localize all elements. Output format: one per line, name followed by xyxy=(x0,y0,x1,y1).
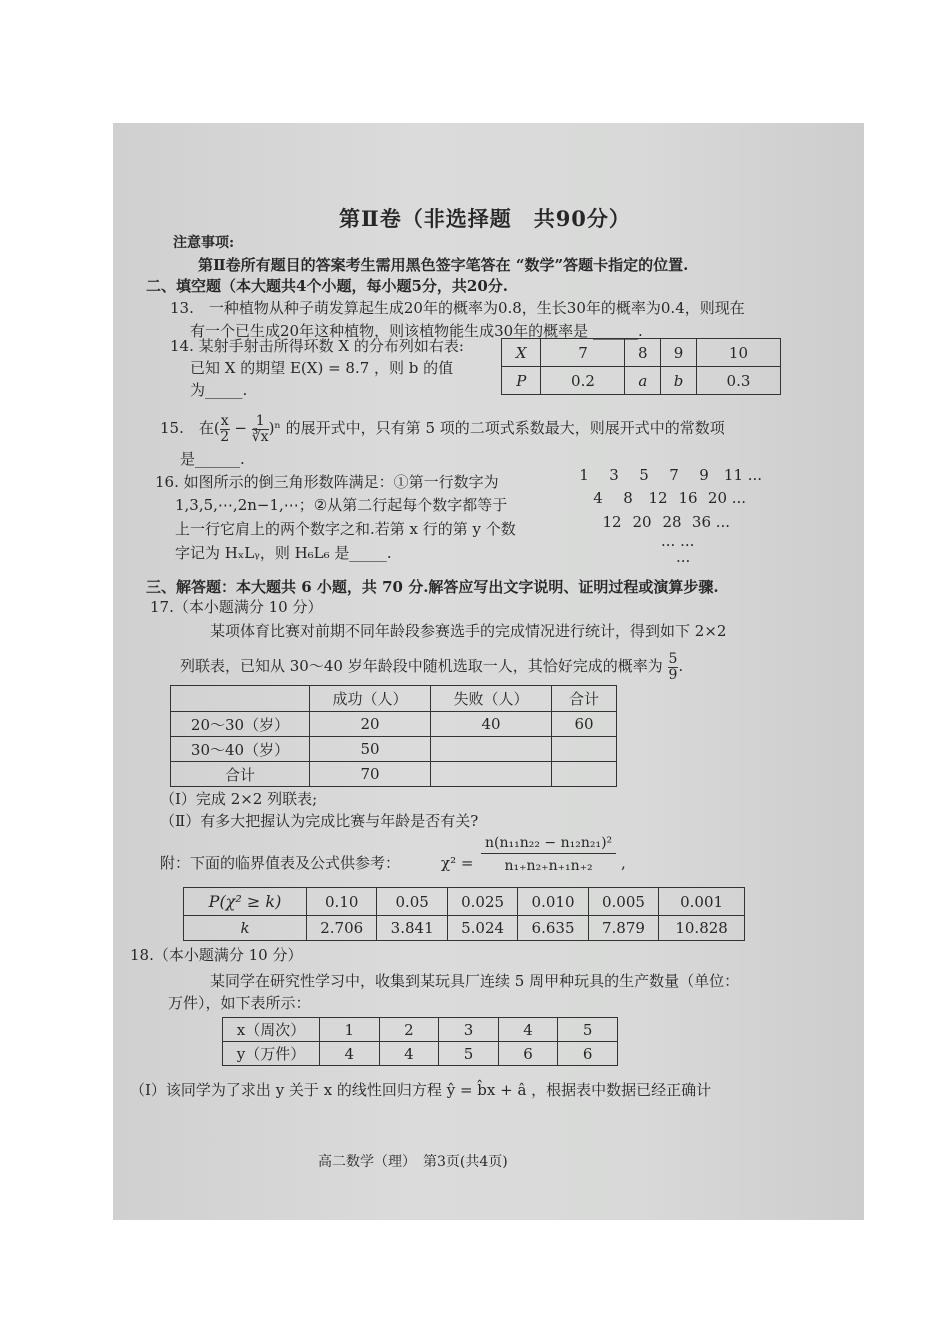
q18-production-table xyxy=(222,1017,618,1066)
crit-cell: 7.879 xyxy=(588,916,658,941)
q16-line3: 上一行它肩上的两个数字之和.若第 x 行的第 y 个数 xyxy=(175,520,516,538)
table18-cell: x（周次） xyxy=(223,1018,320,1042)
table17-cell: 合计 xyxy=(552,686,617,712)
q14-cell: 7 xyxy=(541,339,625,367)
chi-square-comma: , xyxy=(621,854,626,872)
exam-page xyxy=(113,123,864,1220)
q15-frac-x2 xyxy=(220,414,230,445)
q17-part-i: （Ⅰ）完成 2×2 列联表; xyxy=(160,790,318,808)
triangle-row-4: ... ... xyxy=(661,532,695,550)
table17-cell: 70 xyxy=(310,762,431,787)
triangle-number: 8 xyxy=(623,489,633,507)
table17-cell: 50 xyxy=(310,737,431,762)
chi-square-formula xyxy=(481,835,616,874)
table17-cell: 60 xyxy=(552,712,617,737)
table18-cell: 6 xyxy=(498,1042,558,1066)
table17-cell xyxy=(171,686,310,712)
q15-prefix: 15. 在( xyxy=(160,419,220,437)
triangle-row-1 xyxy=(569,465,767,485)
table18-cell: 4 xyxy=(320,1042,380,1066)
table18-cell: 3 xyxy=(439,1018,499,1042)
q17-contingency-table xyxy=(170,685,617,787)
table18-cell: 6 xyxy=(558,1042,618,1066)
triangle-number: 12 xyxy=(602,513,622,531)
crit-cell: 10.828 xyxy=(659,916,745,941)
crit-cell: 0.10 xyxy=(307,888,377,916)
q15-frac-num: 1 xyxy=(252,414,269,430)
chi-square-numerator: n(n₁₁n₂₂ − n₁₂n₂₁)² xyxy=(481,835,616,854)
triangle-number: 3 xyxy=(609,466,619,484)
crit-cell: k xyxy=(184,916,307,941)
crit-cell: 0.005 xyxy=(588,888,658,916)
crit-cell: 0.010 xyxy=(518,888,588,916)
chi-square-lhs: χ² = xyxy=(441,854,474,872)
table18-cell: 1 xyxy=(320,1018,380,1042)
q14-line1: 14. 某射手射击所得环数 X 的分布列如右表: xyxy=(170,337,464,355)
table17-cell: 40 xyxy=(431,712,552,737)
q18-line1: 某同学在研究性学习中，收集到某玩具厂连续 5 周甲种玩具的生产数量（单位： xyxy=(210,972,740,990)
table17-cell xyxy=(431,762,552,787)
table17-cell: 合计 xyxy=(171,762,310,787)
triangle-number: 5 xyxy=(639,466,649,484)
crit-cell: 3.841 xyxy=(377,916,447,941)
table17-cell: 30～40（岁） xyxy=(171,737,310,762)
q14-line3: 为_____. xyxy=(190,381,248,399)
page-footer: 高二数学（理） 第3页(共4页) xyxy=(318,1154,508,1170)
table18-cell: 2 xyxy=(379,1018,439,1042)
q14-cell: X xyxy=(502,339,541,367)
triangle-number: 20 ... xyxy=(707,489,747,507)
q18-part-i: （Ⅰ）该同学为了求出 y 关于 x 的线性回归方程 ŷ = b̂x + â ，根据表中数据已经正确计 xyxy=(130,1081,712,1099)
table17-cell: 失败（人） xyxy=(431,686,552,712)
q17-line1: 某项体育比赛对前期不同年龄段参赛选手的完成情况进行统计，得到如下 2×2 xyxy=(210,622,727,640)
crit-cell: 0.001 xyxy=(659,888,745,916)
q15-frac-root xyxy=(252,414,269,445)
q14-cell: 8 xyxy=(625,339,661,367)
part2-heading: 二、填空题（本大题共4个小题，每小题5分，共20分. xyxy=(146,277,508,295)
crit-cell: 0.05 xyxy=(377,888,447,916)
q15-frac-den: ∛x xyxy=(251,428,269,445)
q15-line1: 15. 在( $\frac{x}{2}$ − $\frac{1}{∛x}$ )ⁿ 的展开式中，只有第 5 项的二项式系数最大，则展开式中的常数项 xyxy=(160,412,725,445)
q15-frac-num: x xyxy=(220,412,229,429)
q14-cell: 10 xyxy=(696,339,780,367)
fraction-numerator: 5 xyxy=(668,650,678,667)
critical-value-table xyxy=(183,887,745,941)
triangle-number: 11 ... xyxy=(723,466,763,484)
triangle-number: 28 xyxy=(662,513,682,531)
triangle-number: 36 ... xyxy=(691,513,731,531)
q17-part-ii: （Ⅱ）有多大把握认为完成比赛与年龄是否有关? xyxy=(160,812,479,830)
q16-line1: 16. 如图所示的倒三角形数阵满足：①第一行数字为 xyxy=(155,473,499,491)
q13-line1: 13. 一种植物从种子萌发算起生成20年的概率为0.8，生长30年的概率为0.4，则现在 xyxy=(170,299,745,317)
table18-cell: 5 xyxy=(558,1018,618,1042)
table17-cell xyxy=(552,762,617,787)
triangle-number: 20 xyxy=(632,513,652,531)
q14-line2: 已知 X 的期望 E(X) = 8.7 ，则 b 的值 xyxy=(190,359,454,377)
q17-period: . xyxy=(678,657,684,675)
q17-line2 xyxy=(180,648,683,684)
crit-cell: 2.706 xyxy=(307,916,377,941)
triangle-number: 9 xyxy=(699,466,709,484)
q18-heading: 18.（本小题满分 10 分） xyxy=(130,946,303,964)
table17-cell xyxy=(552,737,617,762)
q13-line2: 有一个已生成20年这种植物，则该植物能生成30年的概率是 ______. xyxy=(190,322,643,340)
triangle-row-3 xyxy=(597,512,735,532)
crit-cell: 5.024 xyxy=(447,916,517,941)
q17-probability-fraction xyxy=(668,652,679,683)
triangle-number: 12 xyxy=(648,489,668,507)
triangle-number: 16 xyxy=(678,489,698,507)
notice-text: 第Ⅱ卷所有题目的答案考生需用黑色签字笔答在 “数学”答题卡指定的位置. xyxy=(198,256,689,274)
q14-cell: a xyxy=(625,367,661,395)
q15-suffix: )ⁿ 的展开式中，只有第 5 项的二项式系数最大，则展开式中的常数项 xyxy=(268,419,725,437)
q16-line2: 1,3,5,⋯,2n−1,⋯；②从第二行起每个数字都等于 xyxy=(175,496,508,514)
table18-cell: y（万件） xyxy=(223,1042,320,1066)
q14-cell: 0.2 xyxy=(541,367,625,395)
q14-cell: P xyxy=(502,367,541,395)
table18-cell: 5 xyxy=(439,1042,499,1066)
table17-cell: 成功（人） xyxy=(310,686,431,712)
q15-line2: 是______. xyxy=(180,450,245,468)
section-title: 第Ⅱ卷（非选择题 共90分） xyxy=(339,206,631,231)
table17-cell xyxy=(431,737,552,762)
chi-square-denominator: n₁₊n₂₊n₊₁n₊₂ xyxy=(504,858,593,874)
q14-distribution-table xyxy=(501,338,781,395)
triangle-number: 1 xyxy=(579,466,589,484)
triangle-number: 4 xyxy=(593,489,603,507)
crit-cell: P(χ² ≥ k) xyxy=(184,888,307,916)
q14-cell: 9 xyxy=(661,339,697,367)
triangle-number: 7 xyxy=(669,466,679,484)
crit-cell: 6.635 xyxy=(518,916,588,941)
q17-reference-label: 附：下面的临界值表及公式供参考： xyxy=(160,854,401,872)
triangle-row-5: ... xyxy=(676,548,691,566)
q14-cell: 0.3 xyxy=(696,367,780,395)
table18-cell: 4 xyxy=(379,1042,439,1066)
triangle-row-2 xyxy=(583,488,751,508)
part3-heading: 三、解答题：本大题共 6 小题，共 70 分.解答应写出文字说明、证明过程或演算步骤. xyxy=(146,578,719,596)
q18-line2: 万件），如下表所示： xyxy=(168,994,311,1012)
notice-heading: 注意事项: xyxy=(173,235,235,251)
crit-cell: 0.025 xyxy=(447,888,517,916)
q17-line2-text: 列联表，已知从 30～40 岁年龄段中随机选取一人，其恰好完成的概率为 xyxy=(180,657,663,675)
q16-line4: 字记为 HₓLᵧ，则 H₆L₆ 是_____. xyxy=(175,544,392,562)
table18-cell: 4 xyxy=(498,1018,558,1042)
q15-frac-den: 2 xyxy=(220,428,230,445)
q14-cell: b xyxy=(661,367,697,395)
q17-heading: 17.（本小题满分 10 分） xyxy=(150,598,323,616)
table17-cell: 20 xyxy=(310,712,431,737)
fraction-denominator: 9 xyxy=(668,666,678,683)
table17-cell: 20～30（岁） xyxy=(171,712,310,737)
